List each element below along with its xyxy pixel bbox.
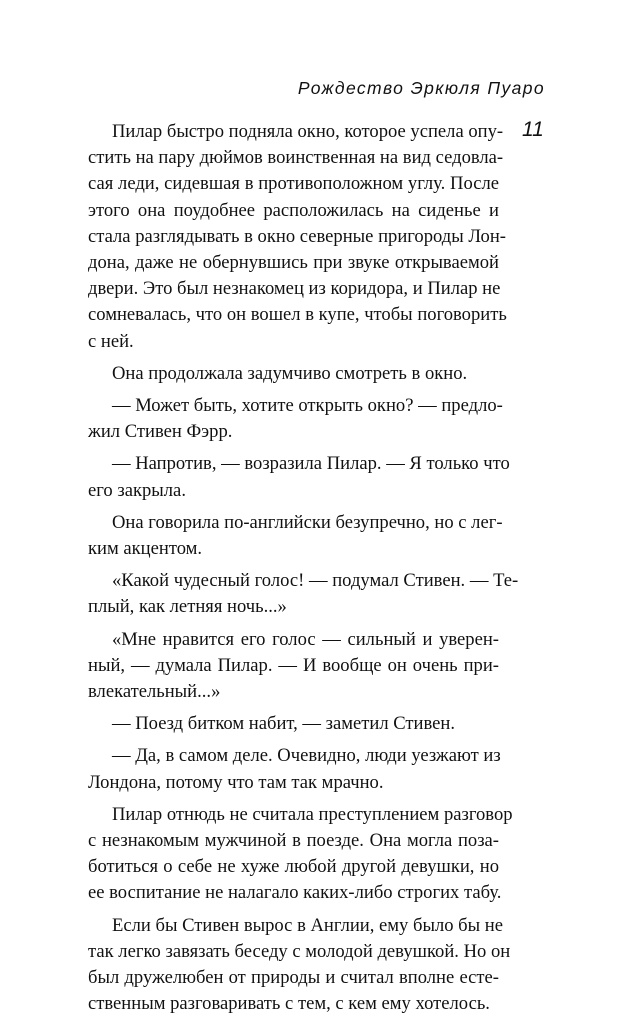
text-line: ким акцентом. [88, 538, 203, 560]
text-line: — Напротив, — возразила Пилар. — Я только что [112, 453, 510, 475]
text-line: стить на пару дюймов воинственная на вид седовла- [88, 147, 504, 169]
book-body-text [88, 119, 519, 1024]
text-line: дона, даже не обернувшись при звуке открываемой [88, 252, 499, 274]
text-line: стала разглядывать в окно северные пригороды Лон- [88, 225, 506, 247]
text-line: двери. Это был незнакомец из коридора, и Пилар не [88, 278, 501, 300]
paragraph [88, 627, 499, 706]
paragraph [88, 393, 503, 445]
paragraph [88, 510, 503, 562]
paragraph [88, 802, 513, 907]
text-line: Она говорила по-английски безупречно, но с лег- [112, 511, 503, 533]
text-line: ственным разговаривать с тем, с кем ему хотелось. [88, 993, 490, 1015]
text-line: Если бы Стивен вырос в Англии, ему было бы не [112, 914, 503, 936]
paragraph [88, 913, 511, 1018]
text-line: сая леди, сидевшая в противоположном углу. После [88, 173, 499, 195]
text-line: был дружелюбен от природы и считал вполне есте- [88, 967, 499, 989]
page-number: 11 [522, 118, 544, 141]
running-header-title: Рождество Эркюля Пуаро [297, 78, 545, 98]
text-line: «Мне нравится его голос — сильный и уверен- [112, 628, 499, 650]
text-line: — Может быть, хотите открыть окно? — предло- [112, 395, 503, 417]
text-line: — Поезд битком набит, — заметил Стивен. [112, 713, 456, 735]
text-line: с ней. [88, 330, 134, 352]
text-line: Пилар быстро подняла окно, которое успела опу- [112, 121, 504, 142]
text-line: его закрыла. [88, 479, 186, 501]
text-line: ее воспитание не налагало каких-либо строгих табу. [88, 882, 502, 904]
text-line: Лондона, потому что там так мрачно. [88, 771, 384, 793]
text-line: плый, как летняя ночь...» [88, 596, 287, 618]
text-line: так легко завязать беседу с молодой девушкой. Но он [88, 940, 511, 962]
text-line: — Да, в самом деле. Очевидно, люди уезжают из [112, 745, 501, 767]
text-line: «Какой чудесный голос! — подумал Стивен. — Те- [112, 570, 519, 592]
text-line: ботиться о себе не хуже любой другой девушки, но [88, 856, 499, 878]
paragraph [88, 361, 499, 387]
text-line: жил Стивен Фэрр. [88, 421, 233, 443]
paragraph [88, 743, 499, 795]
paragraph [88, 451, 510, 503]
text-line: с незнакомым мужчиной в поезде. Она могла поза- [88, 830, 499, 852]
text-line: этого она поудобнее расположилась на сиденье и [88, 199, 499, 221]
paragraph [88, 568, 519, 620]
text-line: Пилар отнюдь не считала преступлением разговор [112, 803, 513, 825]
text-line: влекательный...» [88, 681, 221, 703]
paragraph [88, 711, 499, 737]
paragraph [88, 119, 507, 355]
text-line: ный, — думала Пилар. — И вообще он очень при- [88, 654, 499, 676]
text-line: Она продолжала задумчиво смотреть в окно. [112, 362, 468, 384]
text-line: сомневалась, что он вошел в купе, чтобы поговорить [88, 304, 507, 326]
